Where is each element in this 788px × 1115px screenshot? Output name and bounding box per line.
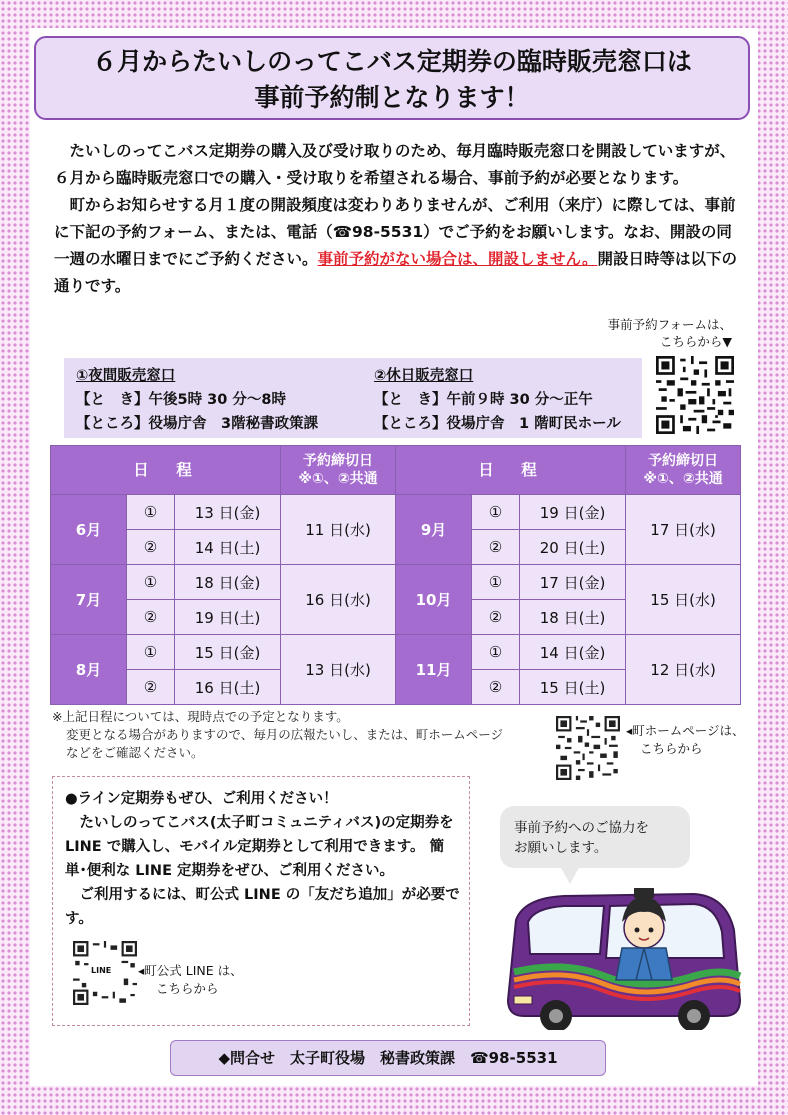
qr-code-icon [556, 716, 620, 780]
header-deadline-label: 予約締切日 [303, 453, 374, 469]
intro-paragraph-1: たいしのってこバス定期券の購入及び受け取りのため、毎月臨時販売窓口を開設していますが、６月から臨時販売窓口での購入・受け取りを希望される場合、事前予約が必要となります。 [54, 142, 736, 187]
session-number: ① [472, 635, 520, 670]
homepage-qr-note-line2: こちらから [640, 741, 703, 756]
line-pass-paragraph-2: ご利用するには、町公式 LINE の「友だち追加」が必要です。 [65, 887, 460, 927]
month-cell: 11月 [396, 635, 472, 705]
header-deadline-label: 予約締切日 [648, 453, 719, 469]
night-window [76, 364, 318, 436]
session-date: 17 日(金) [520, 565, 626, 600]
session-number: ① [127, 495, 175, 530]
note-line-2: 変更となる場合がありますので、毎月の広報たいし、または、町ホームページ [66, 727, 504, 742]
schedule-header-row [51, 446, 741, 495]
form-qr-note-line1: 事前予約フォームは、 [607, 317, 732, 332]
month-cell: 10月 [396, 565, 472, 635]
table-row [51, 495, 741, 530]
line-qr-label: LINE [91, 966, 112, 975]
holiday-window-time: 【と き】午前９時 30 分～正午 [374, 392, 593, 408]
session-number: ① [472, 495, 520, 530]
session-date: 16 日(土) [175, 670, 281, 705]
session-date: 15 日(土) [520, 670, 626, 705]
session-date: 18 日(金) [175, 565, 281, 600]
header-date-left: 日 程 [51, 446, 281, 495]
session-date: 13 日(金) [175, 495, 281, 530]
form-qr-code[interactable] [656, 356, 734, 434]
night-window-heading: ①夜間販売窓口 [76, 368, 176, 384]
session-number: ② [472, 530, 520, 565]
session-date: 18 日(土) [520, 600, 626, 635]
title-line-1: ６月からたいしのってこバス定期券の臨時販売窓口は [92, 47, 692, 76]
form-qr-note-line2: こちらから▼ [659, 334, 732, 349]
contact-box: ◆問合せ 太子町役場 秘書政策課 ☎98-5531 [170, 1040, 606, 1076]
line-qr-code[interactable] [73, 941, 137, 1005]
line-qr-note-line2: こちらから [156, 981, 219, 996]
holiday-window-place: 【ところ】役場庁舎 1 階町民ホール [374, 416, 621, 432]
note-line-3: などをご確認ください。 [66, 745, 204, 760]
line-pass-text [65, 787, 465, 931]
session-date: 20 日(土) [520, 530, 626, 565]
session-date: 14 日(金) [520, 635, 626, 670]
speech-bubble-text [514, 818, 649, 858]
line-qr-note [138, 962, 243, 998]
intro-p2-end: 開設日時等は以下の通りです。 [54, 250, 737, 295]
session-number: ① [127, 565, 175, 600]
form-qr-note [592, 316, 732, 350]
deadline-cell: 12 日(水) [626, 635, 741, 705]
deadline-cell: 11 日(水) [281, 495, 396, 565]
deadline-cell: 17 日(水) [626, 495, 741, 565]
title-line-2: 事前予約制となります！ [254, 83, 530, 112]
session-date: 15 日(金) [175, 635, 281, 670]
session-number: ② [127, 530, 175, 565]
intro-paragraph-2 [54, 192, 744, 300]
intro-warning: 事前予約がない場合は、開設しません。 [317, 250, 598, 268]
speech-bubble [500, 806, 690, 868]
intro-p2-main: 町からお知らせする月１度の開設頻度は変わりありませんが、ご利用（来庁）に際しては、事前に下記の予約フォーム、または、電話（☎98-5531）でご予約をお願いします。なお、開設の同一週の水曜日までにご予約ください。 [54, 196, 736, 268]
line-pass-paragraph-1: たいしのってこバス(太子町コミュニティバス)の定期券を LINE で購入し、モバイル定期券として利用できます。 簡単･便利な LINE 定期券をぜひ、ご利用ください。 [65, 815, 454, 879]
session-date: 14 日(土) [175, 530, 281, 565]
session-number: ① [127, 635, 175, 670]
deadline-cell: 15 日(水) [626, 565, 741, 635]
intro-text [54, 138, 744, 300]
table-row [51, 635, 741, 670]
line-pass-box [52, 776, 470, 1026]
session-number: ② [472, 670, 520, 705]
night-window-place: 【ところ】役場庁舎 3階秘書政策課 [76, 416, 319, 432]
homepage-qr-code[interactable] [556, 716, 620, 780]
header-deadline-left [281, 446, 396, 495]
deadline-cell: 16 日(水) [281, 565, 396, 635]
holiday-window-heading: ②休日販売窓口 [374, 368, 474, 384]
month-cell: 6月 [51, 495, 127, 565]
speech-bubble-line2: お願いします。 [514, 840, 608, 856]
session-date: 19 日(土) [175, 600, 281, 635]
session-number: ② [472, 600, 520, 635]
schedule-note [52, 708, 552, 762]
header-deadline-right [626, 446, 741, 495]
header-date-right: 日 程 [396, 446, 626, 495]
session-number: ① [472, 565, 520, 600]
title-box [34, 36, 750, 120]
session-number: ② [127, 600, 175, 635]
header-deadline-note: ※①、②共通 [643, 471, 723, 487]
table-row [51, 565, 741, 600]
qr-code-icon [656, 356, 734, 434]
holiday-window [374, 364, 621, 436]
month-cell: 8月 [51, 635, 127, 705]
sales-window-info [64, 358, 642, 438]
homepage-qr-note [626, 722, 745, 758]
homepage-qr-note-line1: ◂町ホームページは、 [626, 723, 745, 738]
bus-illustration [494, 880, 744, 1034]
month-cell: 9月 [396, 495, 472, 565]
header-deadline-note: ※①、②共通 [298, 471, 378, 487]
schedule-table [50, 445, 741, 705]
night-window-time: 【と き】午後5時 30 分～8時 [76, 392, 286, 408]
speech-bubble-line1: 事前予約へのご協力を [514, 820, 649, 836]
session-date: 19 日(金) [520, 495, 626, 530]
session-number: ② [127, 670, 175, 705]
month-cell: 7月 [51, 565, 127, 635]
note-line-1: ※上記日程については、現時点での予定となります。 [52, 709, 349, 724]
line-qr-note-line1: ◂町公式 LINE は、 [138, 963, 243, 978]
deadline-cell: 13 日(水) [281, 635, 396, 705]
line-pass-heading: ●ライン定期券もぜひ、ご利用ください！ [65, 791, 338, 807]
bus-mascot-icon [494, 880, 744, 1030]
